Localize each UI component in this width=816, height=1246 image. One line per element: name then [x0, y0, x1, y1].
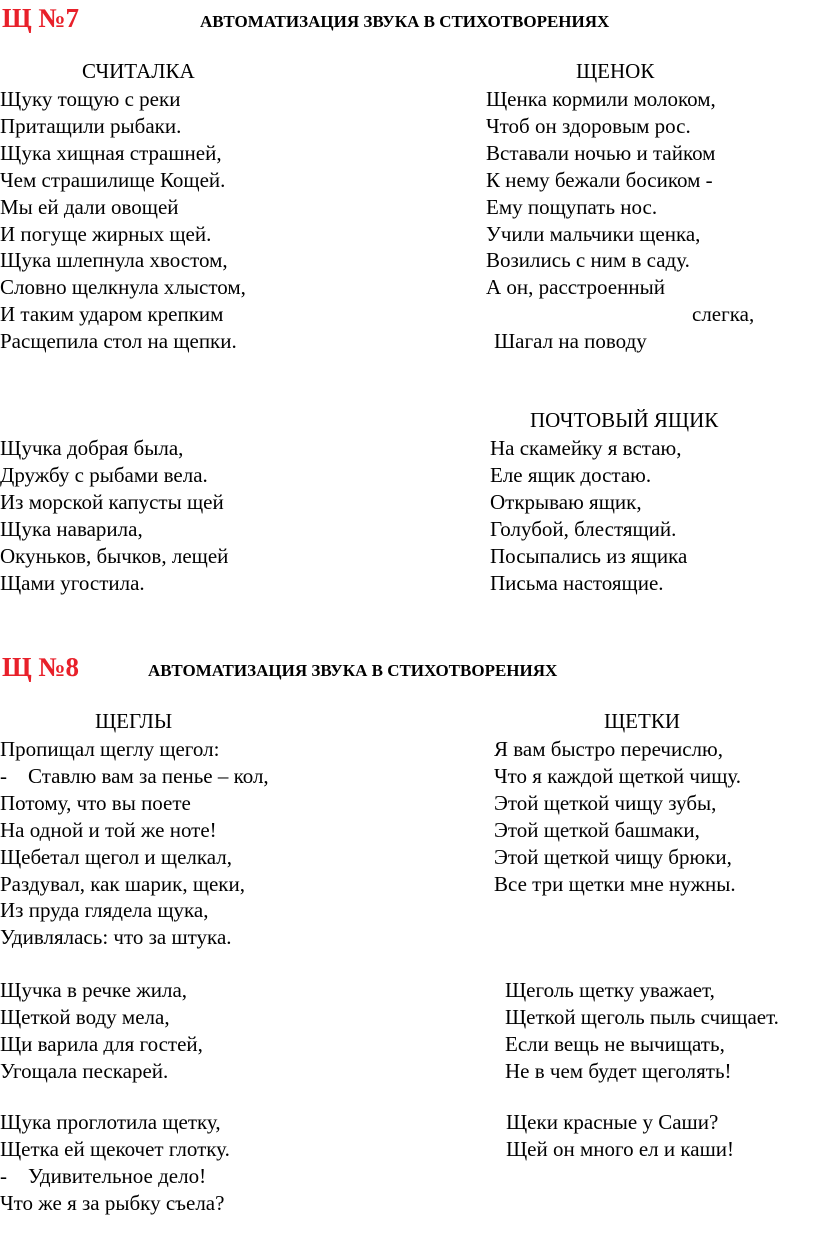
- poem-pochtovy-yashchik-stanza: [490, 435, 687, 596]
- poem-line: Расщепила стол на щепки.: [0, 329, 237, 354]
- poem-line: - Удивительное дело!: [0, 1163, 207, 1188]
- poem-line: Щенка кормили молоком,: [486, 87, 716, 111]
- poem-line: Окуньков, бычков, лещей: [0, 543, 229, 568]
- poem-line: Щука наварила,: [0, 516, 143, 541]
- poem-line: Щука шлепнула хвостом,: [0, 248, 228, 273]
- poem-shchetki-stanza-1: [494, 736, 741, 897]
- poem-shchetki-stanza-3: [506, 1109, 734, 1163]
- poem-line: Учили мальчики щенка,: [486, 221, 701, 246]
- poem-line: Щей он много ел и каши!: [506, 1136, 734, 1161]
- poem-title-pochtovy-yashchik: ПОЧТОВЫЙ ЯЩИК: [530, 408, 719, 432]
- poem-line: Щами угостила.: [0, 570, 145, 595]
- section-8-number: Щ №8: [2, 652, 80, 682]
- poem-line-wrap: слегка,: [692, 302, 755, 326]
- section-7-number: Щ №7: [2, 3, 80, 33]
- poem-line: Все три щетки мне нужны.: [494, 871, 736, 896]
- poem-title-schitalka: СЧИТАЛКА: [82, 59, 195, 83]
- poem-line: Ему пощупать нос.: [486, 194, 658, 219]
- poem-line: На скамейку я встаю,: [490, 436, 682, 460]
- poem-line: Щуку тощую с реки: [0, 87, 181, 111]
- poem-line: - Ставлю вам за пенье – кол,: [0, 763, 269, 788]
- poem-line: Что же я за рыбку съела?: [0, 1190, 225, 1215]
- poem-line: Открываю ящик,: [490, 489, 642, 514]
- poem-line: Щеголь щетку уважает,: [505, 978, 715, 1002]
- poem-line: Этой щеткой чищу брюки,: [494, 844, 732, 869]
- poem-line: Письма настоящие.: [490, 570, 664, 595]
- poem-line: Возились с ним в саду.: [486, 248, 690, 273]
- poem-schitalka-stanza-1: [0, 86, 246, 355]
- poem-line: Дружбу с рыбами вела.: [0, 462, 208, 487]
- poem-line: Раздувал, как шарик, щеки,: [0, 871, 245, 896]
- poem-line: Притащили рыбаки.: [0, 113, 182, 138]
- section-8-heading: АВТОМАТИЗАЦИЯ ЗВУКА В СТИХОТВОРЕНИЯХ: [148, 661, 558, 680]
- poem-line: Если вещь не вычищать,: [505, 1031, 725, 1056]
- poem-shchegly-stanza-3: [0, 1109, 230, 1217]
- poem-line: На одной и той же ноте!: [0, 817, 217, 842]
- poem-line: Что я каждой щеткой чищу.: [494, 763, 742, 788]
- poem-line: Мы ей дали овощей: [0, 194, 179, 219]
- poem-line: Щучка добрая была,: [0, 436, 184, 460]
- section-7-heading: АВТОМАТИЗАЦИЯ ЗВУКА В СТИХОТВОРЕНИЯХ: [200, 12, 610, 31]
- poem-line: Щебетал щегол и щелкал,: [0, 844, 233, 869]
- poem-line: Щеки красные у Саши?: [506, 1110, 719, 1134]
- poem-line: Удивлялась: что за штука.: [0, 925, 232, 950]
- poem-line: Из пруда глядела щука,: [0, 898, 209, 923]
- poem-line: Щучка в речке жила,: [0, 978, 188, 1002]
- poem-shchenok-stanza-1: [486, 86, 716, 301]
- poem-line: Еле ящик достаю.: [490, 462, 652, 487]
- poem-line: Щетка ей щекочет глотку.: [0, 1136, 230, 1161]
- poem-line: Щука хищная страшней,: [0, 140, 222, 165]
- poem-line: Этой щеткой чищу зубы,: [494, 790, 717, 815]
- poem-line: Словно щелкнула хлыстом,: [0, 275, 246, 300]
- poem-line: Вставали ночью и тайком: [486, 140, 716, 165]
- poem-title-shchenok: ЩЕНОК: [576, 59, 655, 83]
- poem-title-shchetki: ЩЕТКИ: [604, 709, 681, 733]
- poem-line: Щеткой щеголь пыль счищает.: [505, 1004, 779, 1029]
- poem-line: Пропищал щеглу щегол:: [0, 737, 220, 761]
- poem-line: Голубой, блестящий.: [490, 516, 677, 541]
- poem-line: Чтоб он здоровым рос.: [486, 113, 691, 138]
- poem-line: Щи варила для гостей,: [0, 1031, 203, 1056]
- poem-line: Посыпались из ящика: [490, 543, 688, 568]
- poem-line: Из морской капусты щей: [0, 489, 224, 514]
- poem-line: К нему бежали босиком -: [486, 167, 713, 192]
- poem-line: Щука проглотила щетку,: [0, 1110, 221, 1134]
- poem-line: А он, расстроенный: [486, 275, 665, 300]
- poem-line: И таким ударом крепким: [0, 302, 224, 327]
- poem-line: Чем страшилище Кощей.: [0, 167, 226, 192]
- poem-line: Не в чем будет щеголять!: [505, 1058, 732, 1083]
- poem-shchegly-stanza-1: [0, 736, 269, 951]
- poem-line: И погуще жирных щей.: [0, 221, 212, 246]
- poem-schitalka-stanza-2: [0, 435, 228, 596]
- poem-line: Щеткой воду мела,: [0, 1004, 170, 1029]
- poem-title-shchegly: ЩЕГЛЫ: [95, 709, 173, 733]
- poem-line: Потому, что вы поете: [0, 790, 191, 815]
- poem-line: Я вам быстро перечислю,: [494, 737, 723, 761]
- poem-line: Шагал на поводу: [494, 329, 647, 353]
- poem-shchetki-stanza-2: [505, 977, 779, 1085]
- poem-line: Этой щеткой башмаки,: [494, 817, 700, 842]
- poem-line: Угощала пескарей.: [0, 1058, 169, 1083]
- poem-shchegly-stanza-2: [0, 977, 203, 1085]
